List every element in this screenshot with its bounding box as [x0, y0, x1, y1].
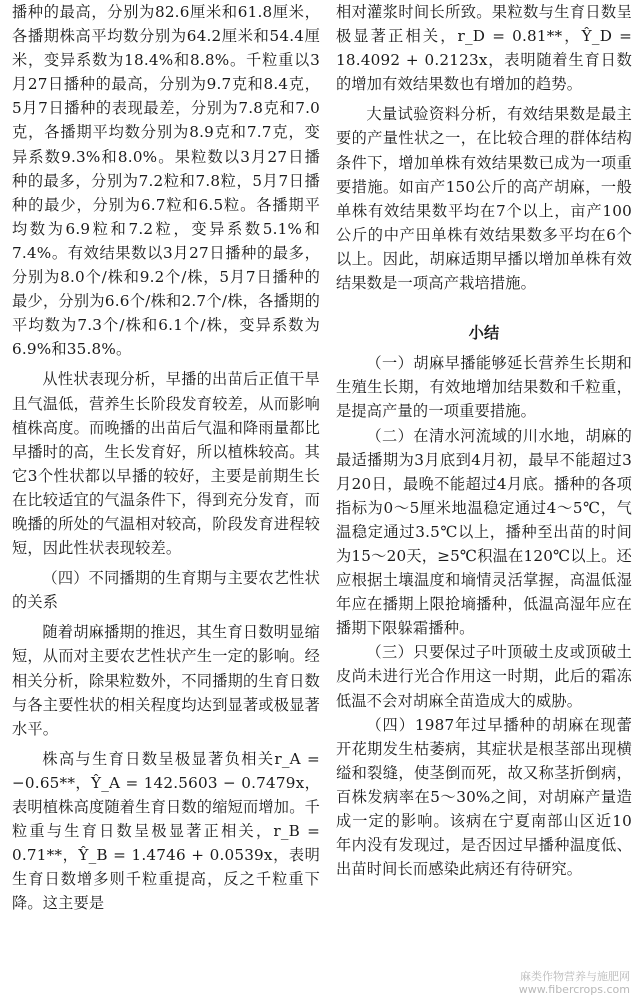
paragraph-yield-analysis: 大量试验资料分析，有效结果数是最主要的产量性状之一，在比较合理的群体结构条件下，增加单株有效结果数已成为一项重要措施。如亩产150公斤的高产胡麻，一般单株有效结果数平均在7个以上，亩产100公斤的中产田单株有效结果数多平均在6个以上。因此，胡麻适期早播以增加单株有效结果数是一项高产栽培措施。 — [336, 105, 632, 293]
site-watermark — [519, 970, 630, 996]
left-column — [12, 0, 320, 915]
section-heading-4: （四）不同播期的生育期与主要农艺性状的关系 — [12, 569, 320, 612]
right-column — [336, 0, 632, 881]
watermark-url: www.fibercrops.com — [518, 983, 630, 996]
paragraph-correlation: 株高与生育日数呈极显著负相关r_A = −0.65**，Ŷ_A = 142.5603 − 0.7479x，表明植株高度随着生育日数的缩短而增加。千粒重与生育日数呈极显著正相关，r_B = 0.71**，Ŷ_B = 1.4746 + 0.0539x，表明生育日数增多则千粒重提高，反之千粒重下降。这主要是 — [12, 749, 320, 913]
summary-item-1: （一）胡麻早播能够延长营养生长期和生殖生长期，有效地增加结果数和千粒重，是提高产量的一项重要措施。 — [336, 354, 632, 421]
summary-item-2: （二）在清水河流域的川水地，胡麻的最适播期为3月底到4月初，最早不能超过3月20日，最晚不能超过4月底。播种的各项指标为0～5厘米地温稳定通过4～5℃，气温稳定通过3.5℃以上，播种至出苗的时间为15～20天，≥5℃积温在120℃以上。还应根据土壤温度和墒情灵活掌握，高温低湿年应在播期上限抢墒播种，低温高湿年应在播期下限躲霜播种。 — [336, 426, 632, 638]
summary-heading: 小结 — [468, 324, 500, 343]
watermark-site-name: 麻类作物营养与施肥网 — [520, 970, 630, 983]
paragraph-trait-analysis: 从性状表现分析，早播的出苗后正值干旱且气温低，营养生长阶段发育较差，从而影响植株高度。而晚播的出苗后气温和降雨量都比早播时的高，生长发育好，所以植株较高。其它3个性状都以早播的较好，主要是前期生长在比较适宜的气温条件下，得到充分发育，而晚播的所处的气温相对较高，阶段发育进程较短，因此性状表现较差。 — [12, 370, 320, 558]
summary-item-4: （四）1987年过早播种的胡麻在现蕾开花期发生枯萎病，其症状是根茎部出现横缢和裂缝，使茎倒而死，故又称茎折倒病，百株发病率在5～30%之间，对胡麻产量造成一定的影响。该病在宁夏南部山区近10年内没有发现过，是否因过早播种温度低、出苗时间长而感染此病还有待研究。 — [336, 715, 632, 879]
paragraph-growth-days: 随着胡麻播期的推迟，其生育日数明显缩短，从而对主要农艺性状产生一定的影响。经相关分析，除果粒数外，不同播期的生育日数与各主要性状的相关程度均达到显著或极显著水平。 — [12, 623, 320, 738]
paragraph-correlation-cont: 相对灌浆时间长所致。果粒数与生育日数呈极显著正相关，r_D = 0.81**，Ŷ_D = 18.4092 + 0.2123x，表明随着生育日数的增加有效结果数也有增加的趋势。 — [336, 3, 632, 94]
summary-item-3: （三）只要保过子叶顶破土皮或顶破土皮尚未进行光合作用这一时期，此后的霜冻低温不会对胡麻全苗造成大的威胁。 — [336, 643, 632, 710]
column-divider — [327, 0, 328, 1000]
paragraph-traits-data: 播种的最高，分别为82.6厘米和61.8厘米，各播期株高平均数分别为64.2厘米和54.4厘米，变异系数为18.4%和8.8%。千粒重以3月27日播种的最高，分别为9.7克和8.4克，5月7日播种的表现最差，分别为7.8克和7.0克，各播期平均数分别为8.9克和7.7克，变异系数9.3%和8.0%。果粒数以3月27日播种的最多，分别为7.2粒和7.8粒，5月7日播种的最少，分别为6.7粒和6.5粒。各播期平均数为6.9粒和7.2粒，变异系数5.1%和7.4%。有效结果数以3月27日播种的最多，分别为8.0个/株和9.2个/株，5月7日播种的最少，分别为6.6个/株和2.7个/株，各播期的平均数为7.3个/株和6.1个/株，变异系数为6.9%和35.8%。 — [12, 3, 320, 359]
